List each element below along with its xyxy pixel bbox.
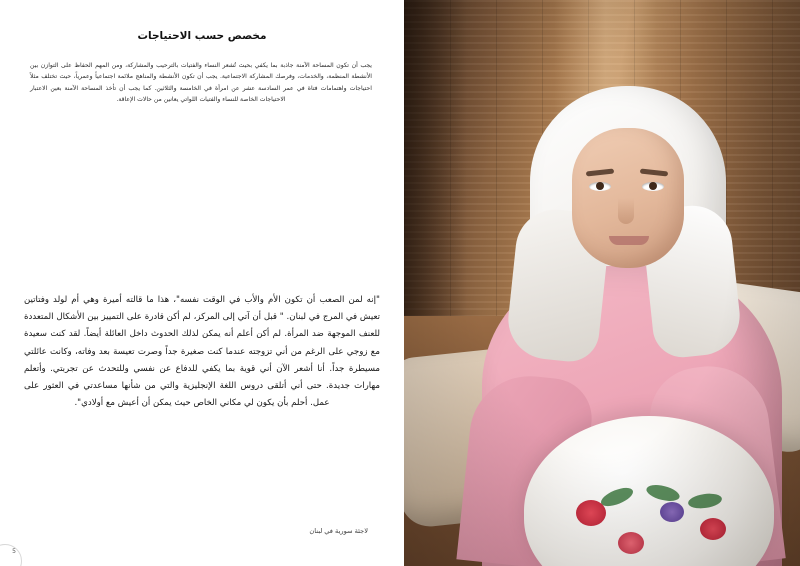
mouth	[609, 236, 649, 245]
page-number-badge	[0, 544, 22, 566]
page-number-label: 5	[12, 548, 16, 555]
embroidery-flower	[576, 500, 606, 526]
pupil-right	[649, 182, 657, 190]
embroidery-flower	[618, 532, 644, 554]
embroidery-flower	[700, 518, 726, 540]
pupil-left	[596, 182, 604, 190]
quote-attribution: لاجئة سورية في لبنان	[309, 527, 368, 535]
embroidery-flower	[660, 502, 684, 522]
section-title: مخصص حسب الاحتياجات	[137, 30, 267, 42]
portrait-photo	[404, 0, 800, 566]
pull-quote: "إنه لمن الصعب أن تكون الأم والأب في الوقت نفسه"، هذا ما قالته أميرة وهي أم لولد وفتاتين تعيش في المرج في لبنان. " قبل أن آتي إلى المركز، لم أكن قادرة على التمييز بين الأشكال المتعددة للعنف الموجهة ضد المرأة. لم أكن أعلم أنه يمكن لذلك الحدوث داخل العائلة أيضاً. لقد كنت سعيدة مع زوجي على الرغم من أني تزوجته عندما كنت صغيرة جداً وصرت تعيسة بعد وفاته، وكانت عائلتي مسيطرة جداً. أنا أشعر الآن أني قوية بما يكفي للدفاع عن نفسي وللتحدث عن تجربتي. وأتعلم مهارات جديدة. حتى أني أتلقى دروس اللغة الإنجليزية والتي من شأنها مساعدتي في العثور على عمل. أحلم بأن يكون لي مكاني الخاص حيث يمكن أن أعيش مع أولادي".	[24, 295, 380, 409]
intro-paragraph: يجب أن تكون المساحة الآمنة جاذبة بما يكفي بحيث تُشعر النساء والفتيات بالترحيب والمشاركة، ومن المهم الحفاظ على التوازن بين الأنشطة المنظمة، والخدمات، وفرصك المشاركة الاجتماعية. يجب أن تكون الأنشطة والمناهج ملائمة اجتماعياً وعمرياً، حيث تختلف مثلاً احتياجات واهتمامات فتاة في عمر السادسة عشر عن امرأة في الخامسة والثلاثين. كما يجب أن تأخذ المساحة الآمنة بعين الاعتبار الاحتياجات الخاصة للنساء والفتيات اللواتي يعانين من حالات الإعاقة.	[30, 62, 372, 103]
nose	[618, 198, 634, 224]
